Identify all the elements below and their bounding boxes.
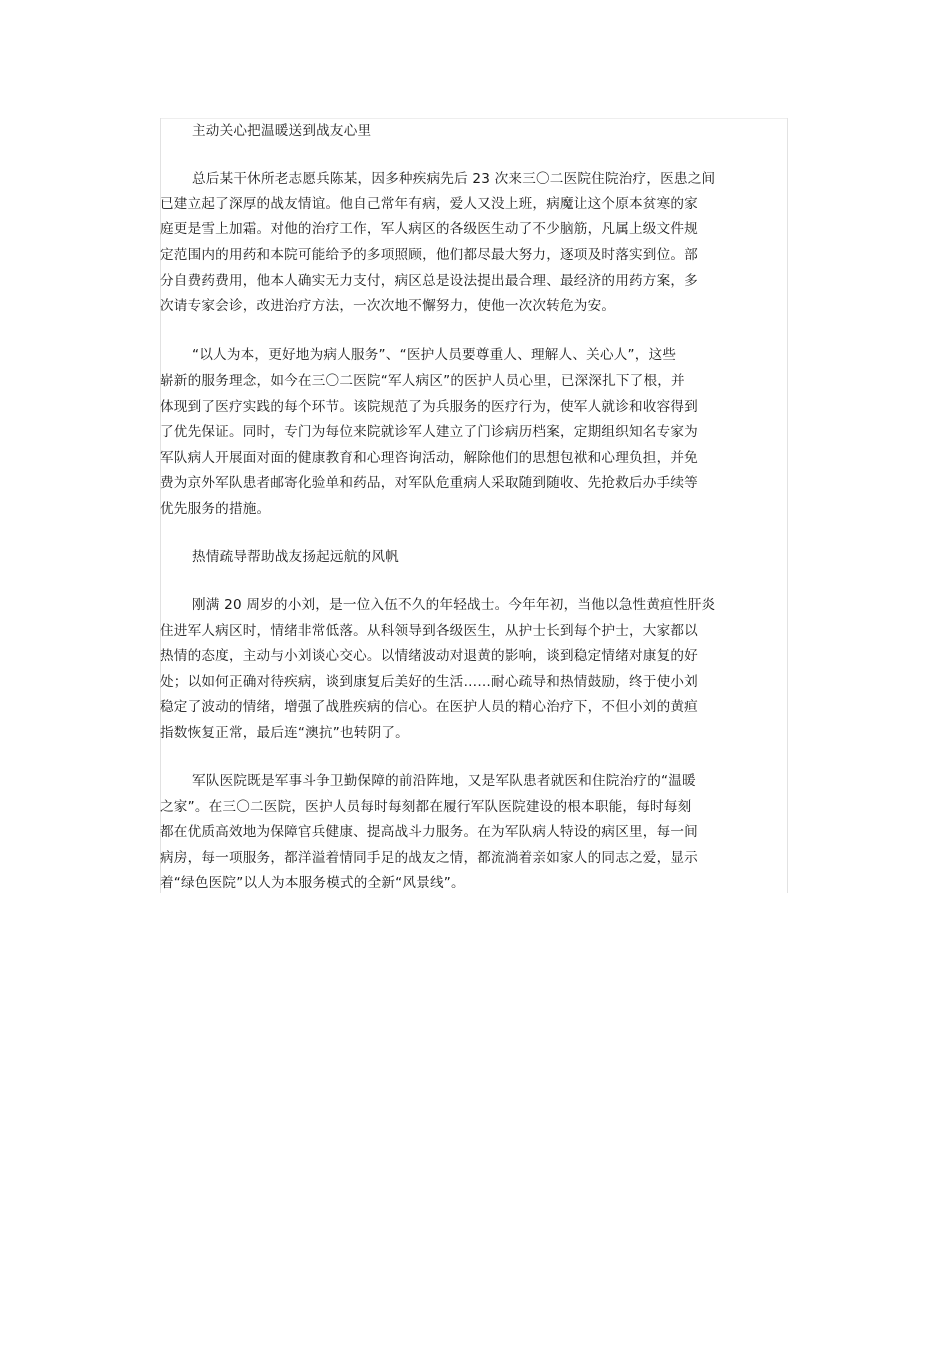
- paragraph-line: 了优先保证。同时，专门为每位来院就诊军人建立了门诊病历档案，定期组织知名专家为: [160, 424, 698, 440]
- section-heading-2: 热情疏导帮助战友扬起远航的风帆: [192, 549, 399, 565]
- paragraph-line: 之家”。在三〇二医院，医护人员每时每刻都在履行军队医院建设的根本职能，每时每刻: [160, 799, 692, 815]
- paragraph-line: 体现到了医疗实践的每个环节。该院规范了为兵服务的医疗行为，使军人就诊和收容得到: [160, 399, 698, 415]
- paragraph-line: 处；以如何正确对待疾病，谈到康复后美好的生活……耐心疏导和热情鼓励，终于使小刘: [160, 674, 698, 690]
- paragraph-line: 指数恢复正常，最后连“澳抗”也转阴了。: [160, 725, 409, 741]
- paragraph-line: 军队病人开展面对面的健康教育和心理咨询活动，解除他们的思想包袱和心理负担，并免: [160, 450, 698, 466]
- paragraph-line: 热情的态度，主动与小刘谈心交心。以情绪波动对退黄的影响，谈到稳定情绪对康复的好: [160, 648, 698, 664]
- paragraph-line: 已建立起了深厚的战友情谊。他自己常年有病，爱人又没上班，病魔让这个原本贫寒的家: [160, 196, 698, 212]
- paragraph-line: 费为京外军队患者邮寄化验单和药品，对军队危重病人采取随到随收、先抢救后办手续等: [160, 475, 698, 491]
- page-frame-top: [160, 118, 788, 119]
- paragraph-line: 分自费药费用，他本人确实无力支付，病区总是设法提出最合理、最经济的用药方案，多: [160, 273, 698, 289]
- page-frame-right: [787, 118, 788, 893]
- paragraph-line: 庭更是雪上加霜。对他的治疗工作，军人病区的各级医生动了不少脑筋，凡属上级文件规: [160, 221, 698, 237]
- paragraph-line: 定范围内的用药和本院可能给予的多项照顾，他们都尽最大努力，逐项及时落实到位。部: [160, 247, 698, 263]
- section-heading-1: 主动关心把温暖送到战友心里: [192, 123, 372, 139]
- paragraph-line: 崭新的服务理念，如今在三〇二医院“军人病区”的医护人员心里，已深深扎下了根，并: [160, 373, 685, 389]
- paragraph-line: 都在优质高效地为保障官兵健康、提高战斗力服务。在为军队病人特设的病区里，每一间: [160, 824, 698, 840]
- paragraph-line: “以人为本，更好地为病人服务”、“医护人员要尊重人、理解人、关心人”，这些: [192, 347, 677, 363]
- paragraph-line: 优先服务的措施。: [160, 501, 271, 517]
- paragraph-line: 总后某干休所老志愿兵陈某，因多种疾病先后 23 次来三〇二医院住院治疗，医患之间: [192, 171, 716, 187]
- paragraph-line: 病房，每一项服务，都洋溢着情同手足的战友之情，都流淌着亲如家人的同志之爱，显示: [160, 850, 698, 866]
- paragraph-line: 刚满 20 周岁的小刘，是一位入伍不久的年轻战士。今年年初，当他以急性黄疸性肝炎: [192, 597, 716, 613]
- paragraph-line: 次请专家会诊，改进治疗方法，一次次地不懈努力，使他一次次转危为安。: [160, 298, 616, 314]
- paragraph-line: 军队医院既是军事斗争卫勤保障的前沿阵地，又是军队患者就医和住院治疗的“温暖: [192, 773, 696, 789]
- paragraph-line: 住进军人病区时，情绪非常低落。从科领导到各级医生，从护士长到每个护士，大家都以: [160, 623, 698, 639]
- paragraph-line: 稳定了波动的情绪，增强了战胜疾病的信心。在医护人员的精心治疗下，不但小刘的黄疸: [160, 699, 698, 715]
- paragraph-line: 着“绿色医院”以人为本服务模式的全新“风景线”。: [160, 875, 465, 891]
